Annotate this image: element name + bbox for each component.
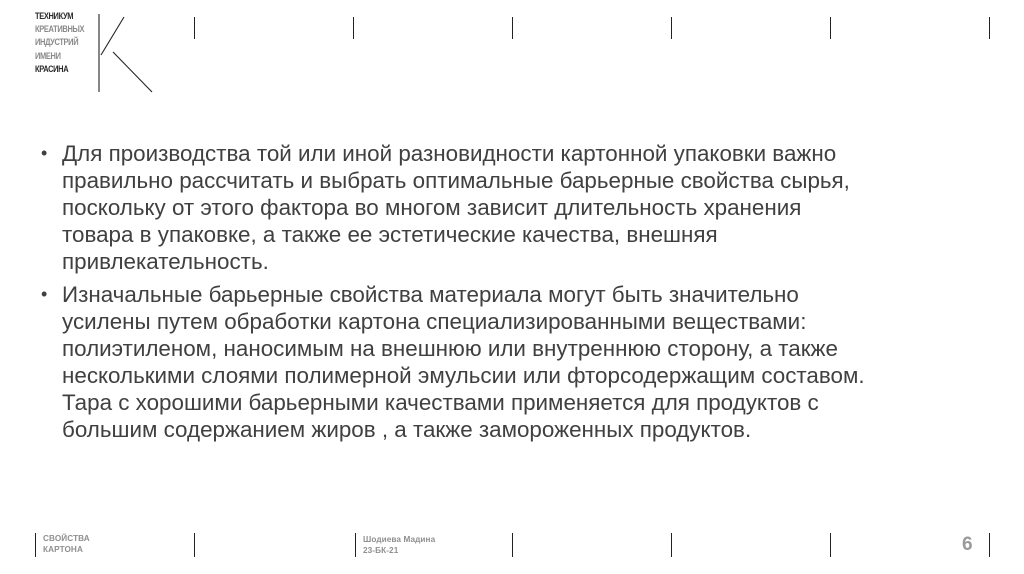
top-divider-3 [512, 17, 513, 39]
bullet-dot-icon: • [41, 284, 48, 304]
top-divider-2 [353, 17, 354, 39]
logo-line-5: КРАСИНА [35, 63, 69, 75]
top-divider-1 [194, 17, 195, 39]
top-divider-6 [989, 17, 990, 39]
bullet-text-2: Изначальные барьерные свойства материала могут быть значительно усилены путем обработки картона специализированными веществами: полиэтиленом, наносимым на внешнюю или внутреннюю сторону, а также несколькими слоями полимерной эмульсии или фторсодержащим составом. Тара с хорошими барьерными качествами применяется для продуктов с большим содержанием жиров , а также замороженных продуктов. [62, 282, 865, 442]
logo-line-2: КРЕАТИВНЫХ [35, 24, 85, 36]
footer-author [363, 534, 435, 556]
footer-author-name: Шодиева Мадина [363, 535, 436, 544]
logo-line-4: ИМЕНИ [35, 50, 61, 62]
logo [35, 10, 95, 76]
bullet-item-1 [40, 140, 980, 275]
logo-line-3: ИНДУСТРИЙ [35, 37, 79, 49]
slide-content [40, 140, 980, 449]
bottom-divider-6 [830, 533, 831, 557]
page-number: 6 [962, 534, 973, 555]
footer-topic-line-1: СВОЙСТВА [43, 534, 90, 543]
top-divider-4 [671, 17, 672, 39]
bottom-divider-1 [35, 533, 36, 557]
bottom-divider-5 [671, 533, 672, 557]
logo-line-1: ТЕХНИКУМ [35, 11, 74, 22]
bullet-item-2 [40, 281, 980, 443]
bottom-divider-4 [512, 533, 513, 557]
bullet-dot-icon: • [41, 143, 48, 163]
bottom-divider-2 [194, 533, 195, 557]
footer-topic [43, 533, 90, 555]
footer-author-group: 23-БК-21 [363, 546, 399, 555]
top-divider-5 [830, 17, 831, 39]
bottom-divider-7 [989, 533, 990, 557]
bottom-divider-3 [355, 533, 356, 557]
logo-k-mark-icon [98, 14, 154, 94]
bullet-text-1: Для производства той или иной разновидности картонной упаковки важно правильно рассчитать и выбрать оптимальные барьерные свойства сырья, поскольку от этого фактора во многом зависит длительность хранения товара в упаковке, а также ее эстетические качества, внешняя привлекательность. [62, 141, 850, 274]
footer-topic-line-2: КАРТОНА [43, 545, 83, 554]
